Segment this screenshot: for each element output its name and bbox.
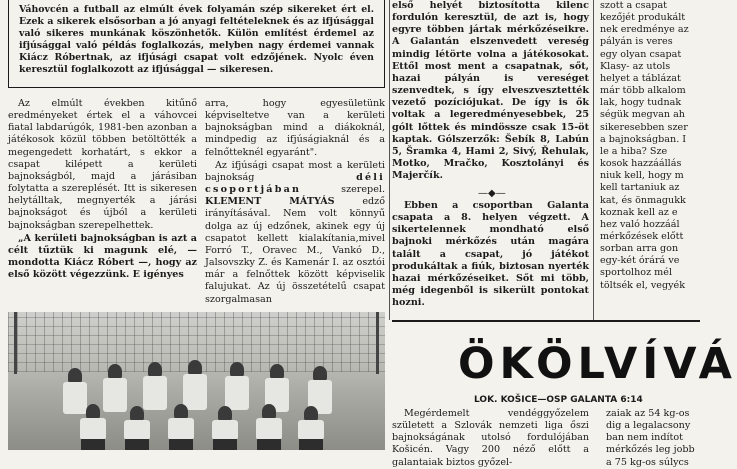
text-line: hez való hozzáál xyxy=(600,218,680,230)
text-line: ban nem indítot xyxy=(606,432,684,444)
text-line: egy-két órárá ve xyxy=(600,255,680,267)
player-shirt xyxy=(103,378,127,412)
text-line: zaiak az 54 kg-os xyxy=(606,408,690,419)
article-column-c xyxy=(392,0,589,186)
text-line: dig a legalacsony xyxy=(606,420,691,432)
intro-text: Váhovcén a futball az elmúlt évek folyamán szép sikereket ért el. Ezek a sikerek elsősorban a jó anyagi feltételeknek és az ifjúsággal való sikeres munkának köszönhetők. Külön említést érdemel az ifjúsággal való példás foglalkozás, melyben nagy érdemei vannak Kiácz Róbertnak, az ifjúsági csapat volt edzőjének. Nyolc éven keresztül foglalkozott az ifjúsággal — sikeresen. xyxy=(19,4,374,76)
player-shorts xyxy=(125,439,149,450)
text-line: helyet a táblázat xyxy=(600,72,681,84)
text-run-spaced: déli csoportjában xyxy=(205,171,385,196)
article-paragraph: Megérdemelt vendéggyőzelem született a Szlovák nemzeti liga őszi bajnokságának utolsó fordulójában Košicén. Vagy 200 néző előtt a galantaiak biztos győzel- xyxy=(392,408,589,468)
player-head xyxy=(174,404,188,419)
article-column-a xyxy=(8,98,197,304)
column-divider xyxy=(389,0,390,320)
player-shirt xyxy=(256,418,282,440)
text-line: egy olyan csapat xyxy=(600,48,682,60)
text-line: pályán is veres xyxy=(600,36,673,48)
text-line: kezőjét produkált xyxy=(600,12,686,24)
player-head xyxy=(313,366,327,381)
player-shorts xyxy=(257,439,281,450)
player-shirt xyxy=(298,420,324,440)
text-line: már több alkalom xyxy=(600,85,686,97)
text-line: sikeresebben szer xyxy=(600,121,688,133)
player-head xyxy=(68,368,82,383)
text-line: a 75 kg-os súlycs xyxy=(606,456,689,468)
article-paragraph: arra, hogy egyesületünk képviseltetve van a kerületi bajnokságban mind a diákoknál, mindpedig az ifjúságiaknál és a felnőtteknél egyaránt". xyxy=(205,98,385,158)
player-head xyxy=(108,364,122,379)
player-head xyxy=(230,362,244,377)
player-head xyxy=(86,404,100,419)
text-line: töltsék el, vegyék xyxy=(600,279,686,291)
intro-box xyxy=(8,0,385,88)
article-paragraph: első helyét biztosította kilenc fordulón keresztül, de azt is, hogy egyre többen jártak mérkőzéseikre. A Galantán elszenvedett vereség mindig létörte volna a játékosokat. Ettől most ment a csapatnak, sőt, hazai pályán is vereséget szenvedtek, s így elveszvesztették vezető pozíciójukat. De így is ők voltak a legeredményesebbek, 25 gólt lőttek és mindössze csak 15-öt kaptak. Gólszerzők: Šebík 8, Labún 5, Šramka 4, Hami 2, Sivý, Řehulak, Motko, Mračko, Kosztolányi és Majerčík. xyxy=(392,0,589,182)
article-paragraph: Ebben a csoportban Galanta csapata a 8. helyen végzett. A sikertelennek mondható első bajnoki mérkőzés után magára talált a csapat, jó játékot produkáltak a fiúk, biztosan nyerték hazai mérkőzéseiket. Sőt mi több, még idegenből is sikerült pontokat hozni. xyxy=(392,200,589,309)
text-line: ségük megvan ah xyxy=(600,109,685,121)
text-line: sportolhoz mél xyxy=(600,267,673,279)
text-line: kell tartaniuk az xyxy=(600,182,680,194)
player-head xyxy=(148,362,162,377)
text-line: sorban arra gon xyxy=(600,243,679,255)
player-shirt xyxy=(124,420,150,440)
team-photo xyxy=(8,312,385,450)
column-divider xyxy=(593,0,594,320)
text-line: a bajnokságban. I xyxy=(600,133,687,145)
text-line: niuk kell, hogy m xyxy=(600,170,684,182)
player-shirt xyxy=(183,374,207,410)
separator-ornament: —◆— xyxy=(478,188,506,199)
player-head xyxy=(130,406,144,421)
player-head xyxy=(188,360,202,375)
section-rule xyxy=(392,320,700,322)
text-line: mérkőzések előtt xyxy=(600,230,684,242)
text-line: Klasy- az utols xyxy=(600,60,671,72)
player-shorts xyxy=(169,439,193,450)
coach-name: KLEMENT MÁTYÁS xyxy=(205,196,335,208)
text-run: edző irányításával. Nem volt könnyű dolga az új edzőnek, akinek egy új csapatot kellett kialakítania,mivel Forró T., Oravec M., Vankó D., Jalsovszky Z. és Kamenár I. az osztói már a felnőttek között képviselik falujukat. Az új összetételű csapat szorgalmasan xyxy=(205,196,385,305)
text-run: Az ifjúsági csapat most a kerületi bajnokság xyxy=(205,159,385,183)
boxing-article-column-d xyxy=(606,408,700,468)
article-column-d xyxy=(600,0,700,300)
player-shirt xyxy=(63,382,87,414)
text-line: le a hiba? Sze xyxy=(600,145,668,157)
player-shorts xyxy=(213,439,237,450)
text-run: szerepel. xyxy=(301,184,385,196)
player-shorts xyxy=(81,439,105,450)
player-shirt xyxy=(143,376,167,410)
text-line: lak, hogy tudnak xyxy=(600,97,682,109)
player-shirt xyxy=(212,420,238,440)
goal-post xyxy=(14,312,17,374)
article-column-b xyxy=(205,98,385,304)
text-line: kosok hazzáállás xyxy=(600,158,682,170)
player-head xyxy=(218,406,232,421)
player-head xyxy=(262,404,276,419)
section-title: ÖKÖLVÍVÁ xyxy=(458,339,737,389)
player-shirt xyxy=(80,418,106,440)
player-shirt xyxy=(225,376,249,410)
player-head xyxy=(304,406,318,421)
text-line: kat, és önmagukk xyxy=(600,194,686,206)
text-line: mérkőzés leg jobb xyxy=(606,444,695,456)
article-paragraph: „A kerületi bajnokságban is azt a célt tűztük ki magunk elé, — mondotta Kiácz Róbert —, hogy az első között végezzünk. E igényes xyxy=(8,232,197,281)
player-head xyxy=(270,364,284,379)
match-result: LOK. KOŠICE—OSP GALANTA 6:14 xyxy=(474,395,643,405)
text-line: nek eredménye az xyxy=(600,24,689,36)
boxing-article-column-c xyxy=(392,408,589,468)
player-shorts xyxy=(299,439,323,450)
article-paragraph: Az elmúlt években kitűnő eredményeket értek el a váhovcei fiatal labdarúgók, 1981-ben azonban a játékosok közül többen betöltötték a megengedett korhatárt, s ekkor a csapat kilépett a kerületi bajnokságból, majd a járásiban folytatta a szereplését. Itt is sikeresen helytálltak, megnyerték a járási bajnokságot és újból a kerületi bajnokságban szerepelhettek. xyxy=(8,98,197,231)
text-line: koznak kell az e xyxy=(600,206,678,218)
article-column-c-continued xyxy=(392,200,589,309)
goal-post xyxy=(376,312,379,374)
player-shirt xyxy=(168,418,194,440)
article-paragraph xyxy=(205,160,385,306)
text-line: szott a csapat xyxy=(600,0,668,11)
